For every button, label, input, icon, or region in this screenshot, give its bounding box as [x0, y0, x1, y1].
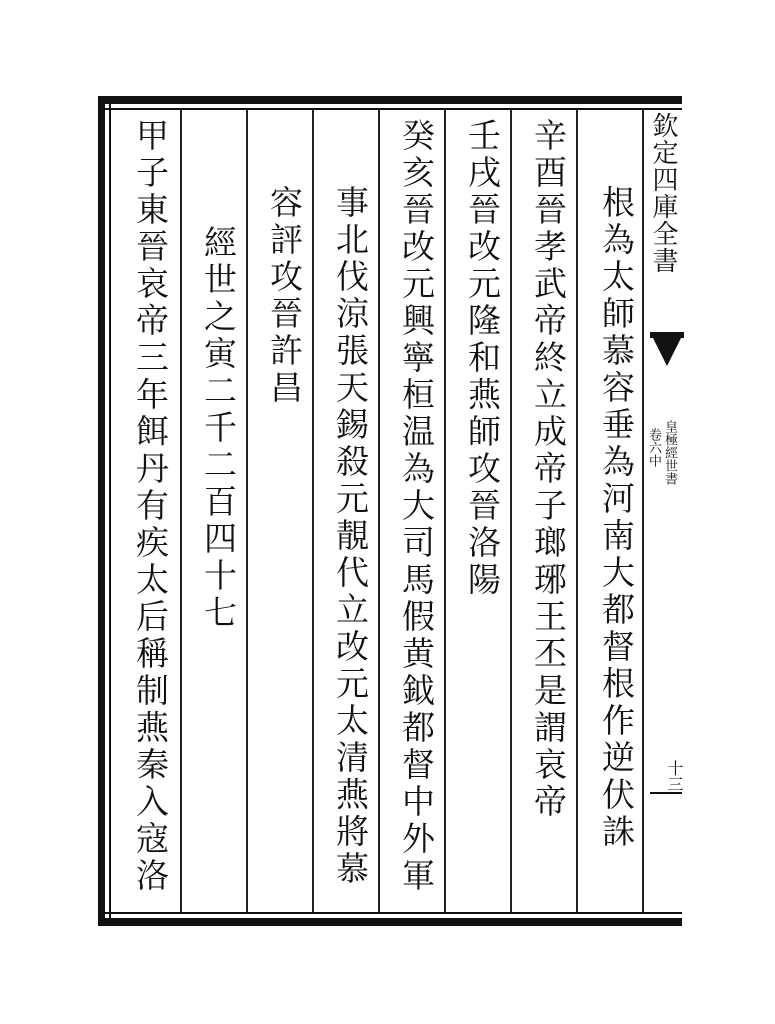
column-rule — [510, 110, 512, 912]
column-rule — [642, 110, 644, 912]
frame-top-inner-border — [98, 108, 682, 110]
text-column-6: 容評攻晉許昌 — [265, 185, 304, 407]
text-column-4: 癸亥晉改元興寧桓温為大司馬假黄鉞都督中外軍 — [397, 118, 436, 895]
margin-title: 欽定四庫全書 — [648, 112, 678, 274]
frame-bottom-inner-border — [98, 912, 682, 914]
text-column-5: 事北伐涼張天錫殺元靚代立改元太清燕將慕 — [331, 185, 370, 888]
frame-top-border — [98, 96, 682, 104]
column-rule — [444, 110, 446, 912]
frame-left-border — [98, 96, 105, 926]
fishtail-mark — [652, 336, 682, 366]
text-column-2: 辛酉晉孝武帝終立成帝子瑯琊王丕是謂哀帝 — [529, 118, 568, 821]
column-rule — [576, 110, 578, 912]
frame-left-inner-border — [109, 96, 111, 926]
column-rule — [246, 110, 248, 912]
column-rule — [180, 110, 182, 912]
text-column-8: 甲子東晉哀帝三年餌丹有疾太后稱制燕秦入寇洛 — [131, 118, 170, 895]
text-column-7: 經世之寅二千二百四十七 — [199, 225, 238, 632]
margin-juan: 卷六中 — [646, 428, 661, 467]
frame-bottom-border — [98, 918, 682, 926]
margin-page-number: 十三 — [665, 760, 684, 792]
margin-book-title: 皇極經世書 — [662, 420, 677, 485]
column-rule — [312, 110, 314, 912]
column-rule — [378, 110, 380, 912]
text-column-3: 壬戌晉改元隆和燕師攻晉洛陽 — [463, 118, 502, 599]
margin-mark — [650, 792, 682, 794]
text-column-1: 根為太師慕容垂為河南大都督根作逆伏誅 — [597, 185, 636, 851]
